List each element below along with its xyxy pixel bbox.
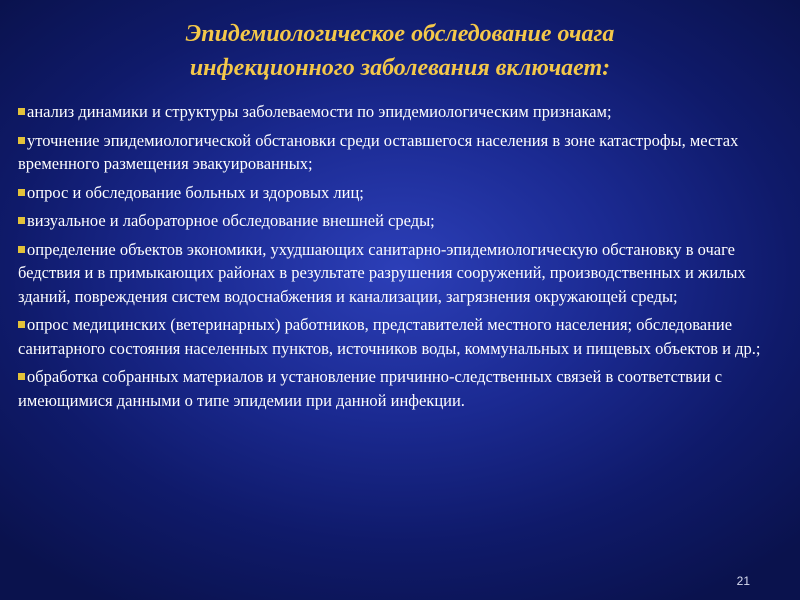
square-bullet-icon [18,217,25,224]
bullet-item [18,181,784,205]
bullet-text: опрос медицинских (ветеринарных) работников, представителей местного населения; обследование санитарного состояния населенных пунктов, источников воды, коммунальных и пищевых объектов и др.; [18,315,761,358]
square-bullet-icon [18,321,25,328]
square-bullet-icon [18,137,25,144]
slide-title [20,17,780,85]
bullet-text: обработка собранных материалов и установление причинно-следственных связей в соответствии с имеющимися данными о типе эпидемии при данной инфекции. [18,367,723,410]
title-line: инфекционного заболевания включает: [189,55,611,81]
square-bullet-icon [18,373,25,380]
square-bullet-icon [18,108,25,115]
square-bullet-icon [18,189,25,196]
bullet-text: анализ динамики и структуры заболеваемости по эпидемиологическим признакам; [27,102,612,121]
title-line: Эпидемиологическое обследование очага [185,21,615,47]
page-number: 21 [736,574,750,588]
bullet-item [18,365,784,412]
bullet-item [18,313,784,360]
bullet-item [18,100,784,124]
bullet-text: определение объектов экономики, ухудшающих санитарно-эпидемиологическую обстановку в очаге бедствия и в примыкающих районах в результате разрушения сооружений, производственных и жилых зданий, повреждения систем водоснабжения и канализации, загрязнения окружающей среды; [18,239,746,306]
bullet-item [18,238,784,309]
square-bullet-icon [18,246,25,253]
bullet-list [18,100,784,417]
bullet-text: опрос и обследование больных и здоровых лиц; [27,182,364,202]
bullet-text: уточнение эпидемиологической обстановки среди оставшегося населения в зоне катастрофы, местах временного размещения эвакуированных; [18,130,739,173]
bullet-text: визуальное и лабораторное обследование внешней среды; [27,211,435,230]
bullet-item [18,129,784,176]
bullet-item [18,209,784,233]
